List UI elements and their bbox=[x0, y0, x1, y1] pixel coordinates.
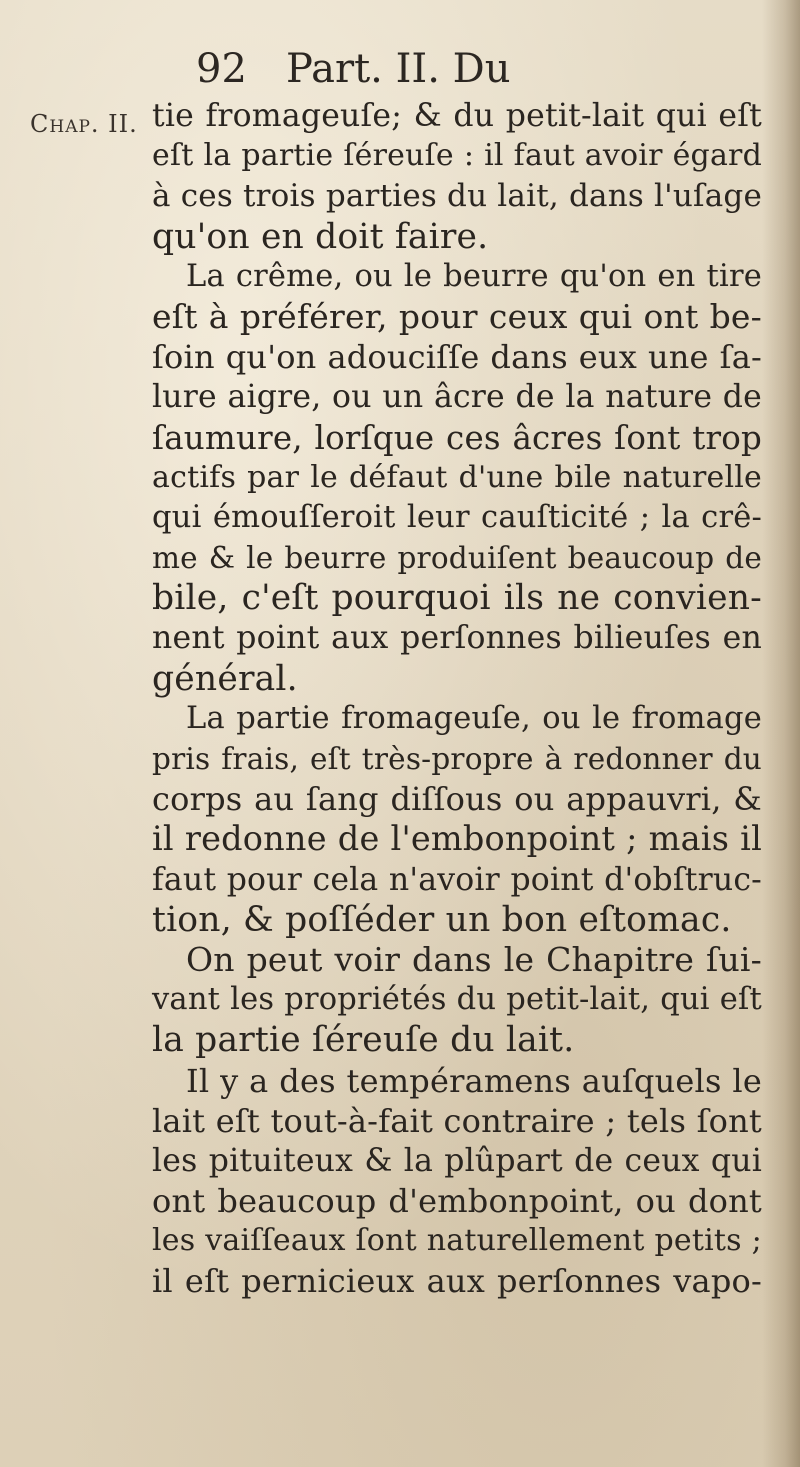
text-line: lure aigre, ou un âcre de la nature de bbox=[152, 379, 762, 416]
text-line: ſaumure, lorſque ces âcres ſont trop bbox=[152, 418, 762, 457]
text-line: vant les propriétés du petit-lait, qui eſt bbox=[152, 982, 762, 1018]
text-line: les pituiteux & la plûpart de ceux qui bbox=[152, 1142, 762, 1179]
text-line: ont beaucoup d'embonpoint, ou dont bbox=[152, 1182, 762, 1221]
text-line: la partie ſéreuſe du lait. bbox=[152, 1020, 575, 1061]
text-line: nent point aux perſonnes bilieuſes en bbox=[152, 620, 762, 657]
page-number: 92 bbox=[196, 46, 247, 92]
running-title: Part. II. Du bbox=[286, 46, 511, 92]
text-line: eſt la partie ſéreuſe : il faut avoir égard bbox=[152, 138, 762, 174]
text-line: pris frais, eſt très-propre à redonner du bbox=[152, 742, 762, 776]
text-line: Il y a des tempéramens auſquels le bbox=[186, 1061, 762, 1100]
text-line: ſoin qu'on adouciſſe dans eux une ſa- bbox=[152, 338, 762, 377]
text-line: à ces trois parties du lait, dans l'uſage bbox=[152, 178, 762, 215]
page-edge-shadow bbox=[762, 0, 800, 1467]
text-line: qu'on en doit faire. bbox=[152, 216, 489, 257]
body-text bbox=[152, 96, 762, 1302]
text-line: il eſt pernicieux aux perſonnes vapo- bbox=[152, 1262, 762, 1301]
text-line: La crême, ou le beurre qu'on en tire bbox=[186, 258, 762, 294]
text-line: On peut voir dans le Chapitre ſui- bbox=[186, 939, 762, 979]
text-line: lait eſt tout-à-fait contraire ; tels ſont bbox=[152, 1101, 762, 1140]
text-line: faut pour cela n'avoir point d'obſtruc- bbox=[152, 861, 762, 898]
text-line: bile, c'eſt pourquoi ils ne convien- bbox=[152, 578, 762, 619]
text-line: actifs par le défaut d'une bile naturelle bbox=[152, 459, 762, 495]
text-line: les vaiſſeaux ſont naturellement petits ; bbox=[152, 1223, 762, 1259]
text-line: corps au ſang diſſous ou appauvri, & bbox=[152, 780, 762, 819]
text-line: il redonne de l'embonpoint ; mais il bbox=[152, 819, 762, 859]
text-line: qui émouſſeroit leur cauſticité ; la crê- bbox=[152, 499, 762, 535]
margin-chapter-note: Chap. II. bbox=[30, 110, 138, 138]
running-header bbox=[196, 44, 616, 94]
text-line: tion, & poſſéder un bon eſtomac. bbox=[152, 899, 732, 940]
text-line: eſt à préférer, pour ceux qui ont be- bbox=[152, 296, 762, 336]
text-line: La partie fromageuſe, ou le fromage bbox=[186, 700, 762, 736]
text-line: me & le beurre produiſent beaucoup de bbox=[152, 541, 762, 576]
text-line: tie fromageuſe; & du petit-lait qui eſt bbox=[152, 98, 762, 134]
text-line: général. bbox=[152, 658, 298, 699]
